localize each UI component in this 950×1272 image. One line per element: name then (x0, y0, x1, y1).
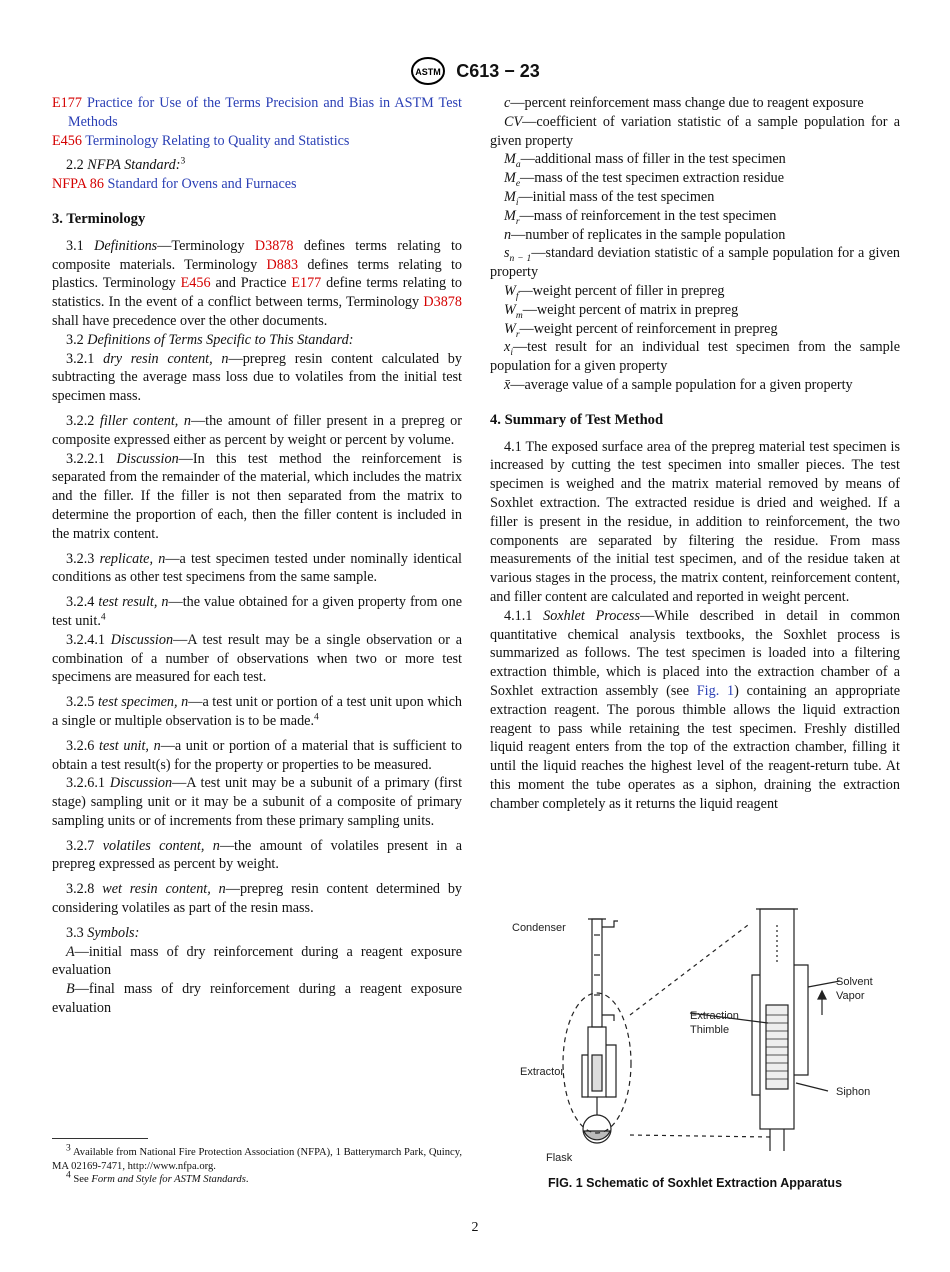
symbol-wr (490, 320, 900, 339)
ref-e456-code[interactable]: E456 (52, 132, 82, 149)
symbol-ma-sym: M (504, 151, 516, 168)
para-3-2-6-1-term: Discussion (109, 775, 173, 792)
para-3-2-4-1-term: Discussion (110, 631, 174, 648)
figure-1 (490, 905, 900, 1164)
para-3-1-term: Definitions (94, 237, 158, 254)
label-extractor: Extractor (520, 1066, 565, 1078)
para-3-2-4-1 (52, 631, 462, 687)
symbol-s-sub: n − 1 (509, 254, 532, 265)
symbol-me-sub: e (515, 179, 521, 190)
para-3-2-2-1 (52, 450, 462, 544)
para-3-2-2 (52, 412, 462, 450)
para-3-3-num: 3.3 (66, 924, 84, 941)
footnote-3 (52, 1143, 462, 1173)
symbol-B-text: —final mass of dry reinforcement during a reagent exposure evaluation (52, 981, 462, 1017)
symbol-ma-text: —additional mass of filler in the test specimen (520, 151, 786, 168)
vapor-tube (794, 965, 808, 1075)
para-3-2-7-term: volatiles content, n (102, 837, 220, 854)
footnote-ref-4-b[interactable]: 4 (314, 712, 319, 723)
ref-e456 (52, 132, 462, 151)
symbol-wf-text: —weight percent of filler in prepreg (518, 282, 725, 299)
para-3-2-3 (52, 550, 462, 588)
symbol-xi-sub: i (510, 348, 513, 359)
para-3-2-5-text: —a test unit or portion of a test unit upon which a single or multiple observation is to be made. (52, 694, 463, 729)
symbol-B (52, 980, 462, 1018)
para-3-2-2-1-term: Discussion (116, 450, 179, 467)
label-solvent-2: Vapor (836, 990, 865, 1002)
soxhlet-apparatus-diagram (490, 905, 900, 1164)
para-3-2-1-term: dry resin content, n (103, 350, 229, 367)
symbol-n-sym: n (504, 226, 512, 243)
symbol-xi-sym: x (504, 339, 511, 356)
symbol-mi-text: —initial mass of the test specimen (518, 188, 715, 205)
para-3-2-8-term: wet resin content, n (102, 881, 226, 898)
footnote-3-text: Available from National Fire Protection Association (NFPA), 1 Batterymarch Park, Quincy, MA 02169-7471, http://www.nfpa.org. (52, 1147, 462, 1172)
footnote-4-pre: See (73, 1174, 92, 1186)
nfpa-heading (52, 156, 462, 175)
para-3-2-3-num: 3.2.3 (66, 550, 95, 567)
symbol-wm (490, 301, 900, 320)
symbol-wf-sym: W (504, 282, 516, 299)
para-3-2-4-text: —the value obtained for a given property from one test unit. (52, 594, 463, 629)
para-3-2-5 (52, 693, 462, 731)
para-3-2-4 (52, 593, 462, 631)
para-3-2-7-num: 3.2.7 (66, 837, 95, 854)
section-4-heading: 4. Summary of Test Method (490, 411, 664, 428)
link-e177[interactable]: E177 (291, 275, 322, 292)
symbol-n (490, 226, 900, 245)
symbol-cv-text: —coefficient of variation statistic of a sample population for a given property (490, 113, 900, 149)
para-3-2-2-text: —the amount of filler present in a prepreg or composite expressed either as percent by weight or percent by volume. (52, 412, 462, 448)
symbol-mi-sub: i (515, 197, 519, 208)
para-3-2-1-text: —prepreg resin content calculated by subtracting the average mass loss due to volatiles from the initial test specimen mass. (52, 350, 462, 405)
para-3-2-5-num: 3.2.5 (66, 694, 95, 711)
para-3-2-2-1-num: 3.2.2.1 (66, 450, 106, 467)
standard-designation: C613 − 23 (456, 60, 540, 81)
para-4-1-1-text-a: —While described in detail in common quantitative chemical analysis textbooks, the Soxhlet process is summarized as follows. The test specimen is loaded into a filtering extraction thimble, which is placed into the extraction chamber of a Soxhlet extraction assembly (see (490, 607, 900, 699)
ref-nfpa86 (52, 175, 462, 194)
para-3-2-5-term: test specimen, n (97, 694, 189, 711)
ref-e456-title[interactable]: Terminology Relating to Quality and Statistics (85, 132, 350, 149)
para-3-1-text-f: shall have precedence over the other documents. (52, 312, 328, 329)
footnote-ref-3[interactable]: 3 (180, 156, 186, 167)
para-3-2-6-term: test unit, n (99, 737, 161, 754)
para-4-1-1 (490, 607, 900, 814)
para-3-2-1-num: 3.2.1 (66, 350, 95, 367)
para-3-1 (52, 237, 462, 331)
para-4-1-1-text-b: ) containing an appropriate extraction reagent. The porous thimble allows the liquid extraction reagent to pass while retaining the test specimen. Freshly distilled liquid reagent enters from the top of the extraction chamber, filling it until the liquid reaches the highest level of the reagent-return tube. At this moment the tube operates as a siphon, draining the extraction chamber completely as it returns the liquid reagent (490, 682, 900, 812)
para-3-1-text-e: define terms relating to statistics. In the event of a conflict between terms, Terminology (52, 275, 462, 311)
left-column (52, 94, 462, 1018)
link-d3878-2[interactable]: D3878 (423, 294, 462, 311)
nfpa-heading-num: 2.2 (66, 157, 84, 174)
page-header (0, 56, 950, 86)
ref-nfpa86-code[interactable]: NFPA 86 (52, 176, 104, 193)
para-3-2-6-1-text: —A test unit may be a subunit of a primary (first stage) sampling unit or it may be a subunit of a composite of primary sampling units or of increments from these primary sampling units. (52, 775, 463, 829)
symbol-wm-sub: m (515, 310, 523, 321)
symbol-s (490, 244, 900, 282)
label-siphon: Siphon (836, 1086, 871, 1098)
symbol-xi-text: —test result for an individual test specimen from the sample population for a given property (490, 339, 900, 375)
footnote-divider (52, 1138, 148, 1139)
label-condenser: Condenser (512, 922, 566, 934)
footnote-ref-4[interactable]: 4 (100, 612, 106, 623)
symbol-wr-sub: r (515, 329, 520, 340)
label-flask: Flask (546, 1152, 573, 1164)
para-3-2-6 (52, 737, 462, 775)
para-3-2-8-num: 3.2.8 (66, 881, 95, 898)
section-3-heading: 3. Terminology (52, 210, 146, 227)
symbol-wr-text: —weight percent of reinforcement in prepreg (519, 320, 778, 337)
ref-nfpa86-title[interactable]: Standard for Ovens and Furnaces (107, 176, 297, 193)
footnotes (52, 1143, 462, 1187)
figure-1-caption: FIG. 1 Schematic of Soxhlet Extraction Apparatus (547, 1176, 843, 1190)
nfpa-heading-text: NFPA Standard: (87, 157, 181, 174)
link-e456[interactable]: E456 (180, 275, 211, 292)
para-3-2-6-1 (52, 774, 462, 830)
para-3-2-8-text: —prepreg resin content determined by considering volatiles as part of the resin mass. (52, 881, 463, 917)
right-column (490, 94, 900, 813)
symbol-me-sym: M (504, 170, 516, 187)
symbol-B-sym: B (66, 981, 75, 998)
symbol-wm-sym: W (504, 301, 516, 318)
symbol-A (52, 943, 462, 981)
symbol-cv-sym: CV (504, 113, 523, 130)
para-3-2-2-num: 3.2.2 (66, 412, 95, 429)
para-3-2-8 (52, 880, 462, 918)
symbol-c-text: —percent reinforcement mass change due to reagent exposure (510, 95, 864, 111)
symbol-xbar-sym: x̄ (504, 376, 511, 393)
symbol-me (490, 169, 900, 188)
para-3-1-text-a: —Terminology (157, 237, 255, 254)
symbol-xbar-text: —average value of a sample population for a given property (510, 376, 853, 393)
symbol-mi (490, 188, 900, 207)
para-3-3 (52, 924, 462, 943)
para-3-1-text-c: defines terms relating to plastics. Terminology (52, 256, 462, 292)
svg-text:ASTM: ASTM (415, 67, 441, 77)
footnote-4-title: Form and Style for ASTM Standards (91, 1174, 246, 1186)
para-3-2-4-1-num: 3.2.4.1 (66, 631, 106, 648)
symbol-A-text: —initial mass of dry reinforcement during a reagent exposure evaluation (52, 943, 462, 979)
para-3-2-3-term: replicate, n (99, 550, 166, 567)
para-3-3-term: Symbols: (87, 924, 140, 941)
link-d3878[interactable]: D3878 (254, 237, 294, 254)
symbol-mr-sub: r (515, 216, 520, 227)
symbol-A-sym: A (66, 943, 75, 960)
symbol-c-sym: c (504, 95, 511, 111)
symbol-mr (490, 207, 900, 226)
astm-logo (410, 56, 446, 86)
footnote-4 (52, 1170, 462, 1187)
label-solvent-1: Solvent (836, 976, 873, 988)
para-3-2 (52, 331, 462, 350)
para-3-2-7 (52, 837, 462, 875)
para-3-2-4-num: 3.2.4 (66, 594, 95, 611)
symbol-wr-sym: W (504, 320, 516, 337)
label-thimble-2: Thimble (690, 1024, 730, 1036)
symbol-mr-sym: M (504, 207, 516, 224)
para-4-1-1-term: Soxhlet Process (543, 607, 640, 624)
symbol-n-text: —number of replicates in the sample population (511, 226, 786, 243)
para-3-1-text-b: defines terms relating to composite materials. Terminology (52, 237, 462, 273)
footnote-4-mark: 4 (66, 1170, 71, 1181)
ref-e177-title[interactable]: Practice for Use of the Terms Precision and Bias in ASTM Test Methods (68, 95, 462, 130)
para-3-1-num: 3.1 (66, 237, 84, 254)
symbol-mr-text: —mass of reinforcement in the test specimen (519, 207, 777, 224)
footnote-4-post: . (245, 1174, 249, 1186)
para-3-2-6-num: 3.2.6 (66, 737, 95, 754)
ref-e177 (52, 94, 462, 132)
symbol-mi-sym: M (504, 188, 516, 205)
ref-e177-code[interactable]: E177 (52, 95, 82, 111)
siphon-tube (752, 975, 760, 1095)
page-number: 2 (471, 1220, 479, 1235)
para-3-2-num: 3.2 (66, 331, 84, 348)
footnote-3-mark: 3 (66, 1143, 71, 1154)
para-3-2-6-1-num: 3.2.6.1 (66, 775, 106, 792)
para-3-2-2-term: filler content, n (99, 412, 191, 429)
symbol-cv (490, 113, 900, 151)
para-3-2-4-1-text: —A test result may be a single observation or a combination of a number of observations when two or more test specimens are measured for each test. (52, 631, 463, 686)
symbol-s-sym: s (504, 245, 510, 262)
para-3-2-term: Definitions of Terms Specific to This Standard: (87, 331, 354, 348)
symbol-ma-sub: a (515, 160, 521, 171)
para-3-2-6-text: —a unit or portion of a material that is sufficient to obtain a test result(s) for the property or properties to be measured. (52, 737, 463, 773)
para-3-2-1 (52, 350, 462, 406)
symbol-xbar (490, 376, 900, 395)
para-3-2-4-term: test result, n (98, 594, 169, 611)
para-3-2-7-text: —the amount of volatiles present in a prepreg expressed as percent by weight. (52, 837, 462, 873)
symbol-ma (490, 150, 900, 169)
symbol-wf (490, 282, 900, 301)
symbol-wm-text: —weight percent of matrix in prepreg (522, 301, 739, 318)
symbol-me-text: —mass of the test specimen extraction residue (520, 170, 785, 187)
para-4-1: 4.1 The exposed surface area of the prepreg material test specimen is increased by cutting the test specimen into smaller pieces. The test specimen is weighed and the matrix material removed by means of Soxhlet extraction. The extracted residue is dried and weighed. If a filler is present in the residue, in addition to reinforcement, the two components are separated by filtering the residue. From mass measurements of the initial test specimen, and of the residue taken at various stages in the process, the matrix content, reinforcement content, and filler content are calculated and reported in weight percent. (490, 438, 900, 605)
para-3-2-2-1-text: —In this test method the reinforcement is separated from the remainder of the material, which includes the matrix and the filler. If the filler is not then separated from the matrix to determine the proportion of each, then the filler content is included in the matrix content. (52, 450, 463, 542)
para-4-1-1-num: 4.1.1 (504, 607, 533, 624)
para-3-2-3-text: —a test specimen tested under nominally identical conditions as other test specimens from the same sample. (52, 550, 462, 586)
para-3-1-text-d: and Practice (210, 275, 292, 292)
symbol-xi (490, 338, 900, 376)
symbol-c (490, 94, 900, 113)
link-fig-1[interactable]: Fig. 1 (696, 682, 735, 699)
symbol-wf-sub: f (515, 291, 519, 302)
symbol-s-text: —standard deviation statistic of a sample population for a given property (490, 245, 900, 281)
label-thimble-1: Extraction (690, 1010, 739, 1022)
link-d883[interactable]: D883 (266, 256, 299, 273)
